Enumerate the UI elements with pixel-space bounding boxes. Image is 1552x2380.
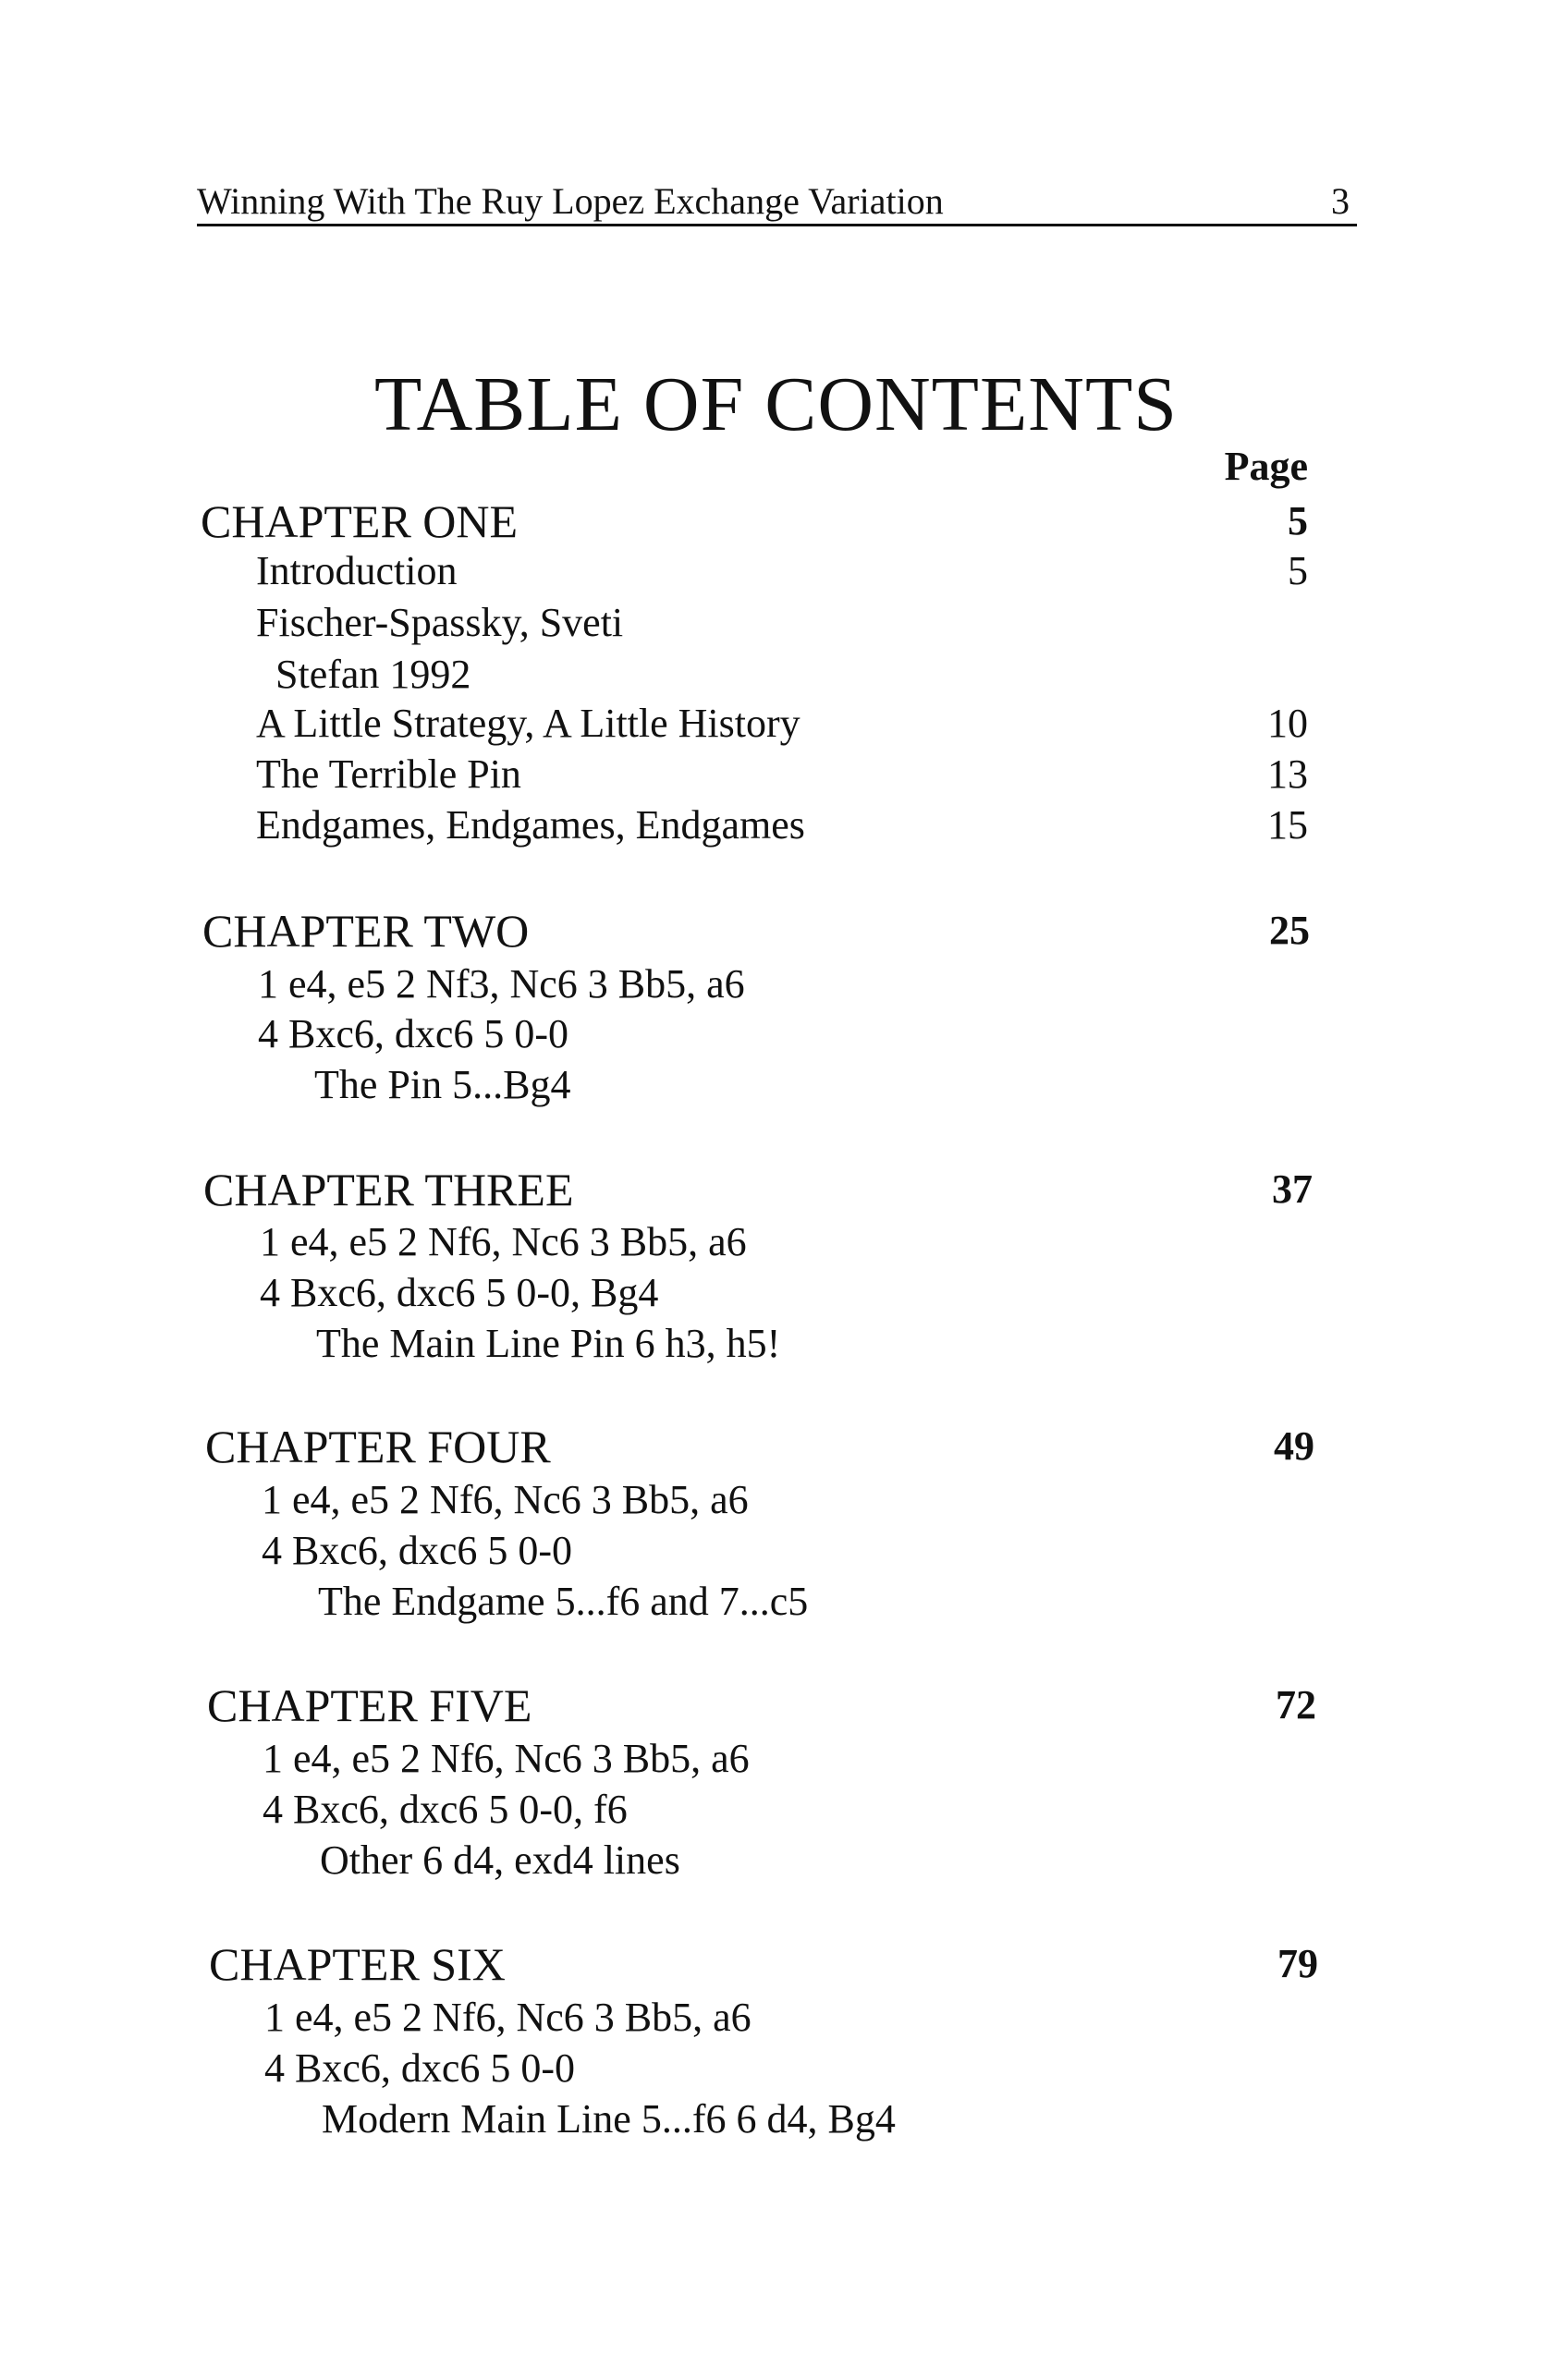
toc-title: TABLE OF CONTENTS: [374, 361, 1178, 447]
chapter-title: CHAPTER THREE: [203, 1164, 574, 1215]
toc-item-text: 1 e4, e5 2 Nf6, Nc6 3 Bb5, a6: [264, 1995, 752, 2040]
toc-item-text: Introduction: [256, 548, 458, 593]
page-number: 3: [1331, 180, 1350, 222]
running-title: Winning With The Ruy Lopez Exchange Variation: [197, 180, 944, 222]
toc-item-text: 1 e4, e5 2 Nf6, Nc6 3 Bb5, a6: [262, 1477, 749, 1522]
toc-item-text: 4 Bxc6, dxc6 5 0-0: [262, 1528, 573, 1573]
toc-item-text: 4 Bxc6, dxc6 5 0-0: [264, 2045, 576, 2091]
toc-item-text: 4 Bxc6, dxc6 5 0-0: [258, 1011, 569, 1056]
toc-item-text: The Pin 5...Bg4: [314, 1062, 571, 1107]
chapter-title: CHAPTER SIX: [209, 1938, 506, 1990]
toc-item-page: 15: [1267, 802, 1308, 848]
chapter-title: CHAPTER ONE: [201, 495, 519, 547]
chapter-page: 25: [1269, 908, 1310, 953]
toc-item-page: 10: [1267, 701, 1308, 746]
toc-item-text: A Little Strategy, A Little History: [256, 701, 800, 746]
chapter-page: 37: [1272, 1166, 1313, 1212]
toc-item-text: The Main Line Pin 6 h3, h5!: [316, 1321, 781, 1366]
toc-item-text: The Terrible Pin: [256, 751, 521, 797]
chapter-title: CHAPTER FOUR: [205, 1421, 551, 1472]
chapter-page: 49: [1274, 1423, 1314, 1469]
toc-item-text: 1 e4, e5 2 Nf6, Nc6 3 Bb5, a6: [260, 1219, 747, 1264]
chapter-title: CHAPTER TWO: [202, 905, 530, 957]
chapter-title: CHAPTER FIVE: [207, 1679, 532, 1731]
toc-item-text: Endgames, Endgames, Endgames: [256, 802, 805, 848]
toc-item-text: 4 Bxc6, dxc6 5 0-0, f6: [263, 1787, 628, 1832]
chapter-page: 72: [1276, 1682, 1316, 1727]
toc-item-text: 4 Bxc6, dxc6 5 0-0, Bg4: [260, 1270, 659, 1315]
toc-item-text: Fischer-Spassky, Sveti: [256, 600, 624, 645]
toc-item-page: 13: [1267, 751, 1308, 797]
page-column-label: Page: [1224, 444, 1308, 489]
chapter-page: 5: [1288, 498, 1308, 543]
toc-item-text: Stefan 1992: [275, 652, 471, 697]
toc-item-text: The Endgame 5...f6 and 7...c5: [318, 1579, 809, 1624]
chapter-page: 79: [1277, 1941, 1318, 1986]
toc-item-text: 1 e4, e5 2 Nf3, Nc6 3 Bb5, a6: [258, 961, 745, 1007]
toc-item-text: Other 6 d4, exd4 lines: [320, 1837, 680, 1883]
toc-item-text: 1 e4, e5 2 Nf6, Nc6 3 Bb5, a6: [263, 1736, 750, 1781]
running-header: [197, 179, 1357, 226]
toc-item-text: Modern Main Line 5...f6 6 d4, Bg4: [322, 2096, 896, 2142]
toc-item-page: 5: [1288, 548, 1308, 593]
